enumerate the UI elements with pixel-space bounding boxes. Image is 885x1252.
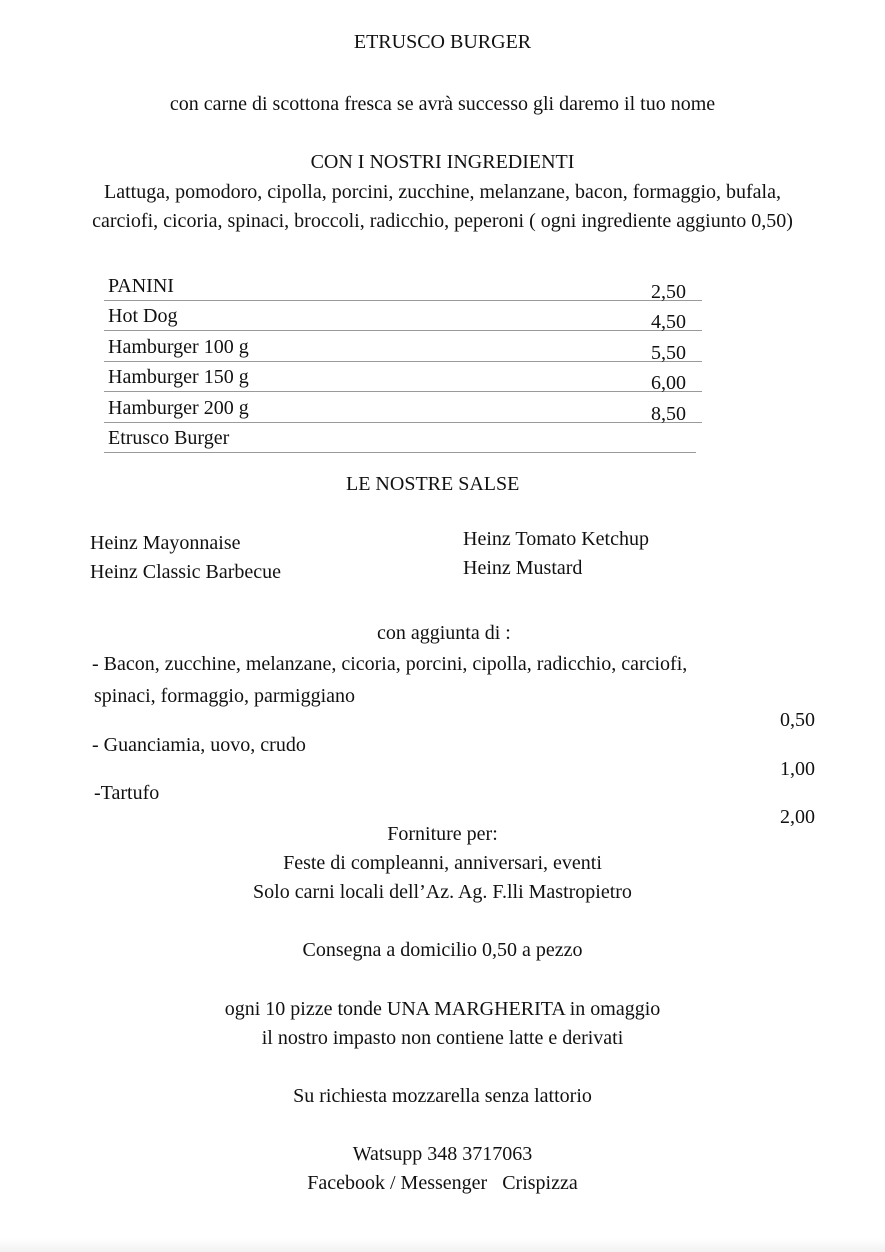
item-name: Hot Dog <box>108 305 178 327</box>
item-name: PANINI <box>108 274 174 297</box>
extras-item-1-line-2: spinaci, formaggio, parmiggiano <box>94 685 356 707</box>
sauces-right-column <box>463 527 649 585</box>
table-row <box>104 270 702 301</box>
extras-item-3-price: 2,00 <box>780 806 815 828</box>
table-row <box>104 392 702 423</box>
ingredients-line-2: carciofi, cicoria, spinaci, broccoli, radicchio, peperoni ( ogni ingrediente aggiunto 0,50) <box>92 210 793 232</box>
table-row <box>104 423 696 454</box>
item-name: Etrusco Burger <box>108 427 230 449</box>
extras-item-2: - Guanciamia, uovo, crudo <box>92 734 306 756</box>
table-row <box>104 362 702 393</box>
social-contact: Facebook / Messenger Crispizza <box>307 1172 578 1194</box>
sauces-left-column <box>90 531 281 589</box>
promo-line-2: il nostro impasto non contiene latte e derivati <box>261 1027 624 1049</box>
sauce-item: Heinz Mustard <box>463 557 583 579</box>
forniture-line-2: Solo carni locali dell’Az. Ag. F.lli Mastropietro <box>253 881 632 903</box>
item-name: Hamburger 150 g <box>108 366 249 388</box>
table-row <box>104 301 702 332</box>
sauce-item: Heinz Tomato Ketchup <box>463 528 649 550</box>
extras-item-1-price: 0,50 <box>780 709 815 731</box>
extras-item-2-price: 1,00 <box>780 758 815 780</box>
delivery-note: Consegna a domicilio 0,50 a pezzo <box>302 939 583 961</box>
ingredients-line-1: Lattuga, pomodoro, cipolla, porcini, zucchine, melanzane, bacon, formaggio, bufala, <box>104 181 781 203</box>
price-table <box>104 270 702 453</box>
lactose-note: Su richiesta mozzarella senza lattorio <box>293 1085 592 1107</box>
forniture-line-1: Feste di compleanni, anniversari, eventi <box>283 852 602 874</box>
forniture-heading: Forniture per: <box>387 823 498 845</box>
promo-line-1: ogni 10 pizze tonde UNA MARGHERITA in omaggio <box>224 998 661 1020</box>
item-name: Hamburger 200 g <box>108 396 249 419</box>
page-bottom-shadow <box>0 1238 885 1252</box>
sauce-item: Heinz Mayonnaise <box>90 532 241 554</box>
sauces-heading: LE NOSTRE SALSE <box>346 473 520 495</box>
sauce-item: Heinz Classic Barbecue <box>90 561 282 583</box>
page-title: ETRUSCO BURGER <box>353 31 532 53</box>
item-price: 4,50 <box>651 311 686 333</box>
page-subtitle: con carne di scottona fresca se avrà successo gli daremo il tuo nome <box>169 93 716 115</box>
extras-item-3: -Tartufo <box>94 782 160 804</box>
item-price: 6,00 <box>651 372 686 394</box>
whatsapp-contact: Watsupp 348 3717063 <box>352 1143 533 1165</box>
extras-item-1-line-1: - Bacon, zucchine, melanzane, cicoria, porcini, cipolla, radicchio, carciofi, <box>92 653 688 675</box>
extras-heading: con aggiunta di : <box>377 622 511 644</box>
ingredients-heading: CON I NOSTRI INGREDIENTI <box>310 151 575 173</box>
item-price: 8,50 <box>651 402 686 425</box>
item-price: 5,50 <box>651 341 686 364</box>
table-row <box>104 331 702 362</box>
item-name: Hamburger 100 g <box>108 335 249 358</box>
item-price: 2,50 <box>651 280 686 303</box>
